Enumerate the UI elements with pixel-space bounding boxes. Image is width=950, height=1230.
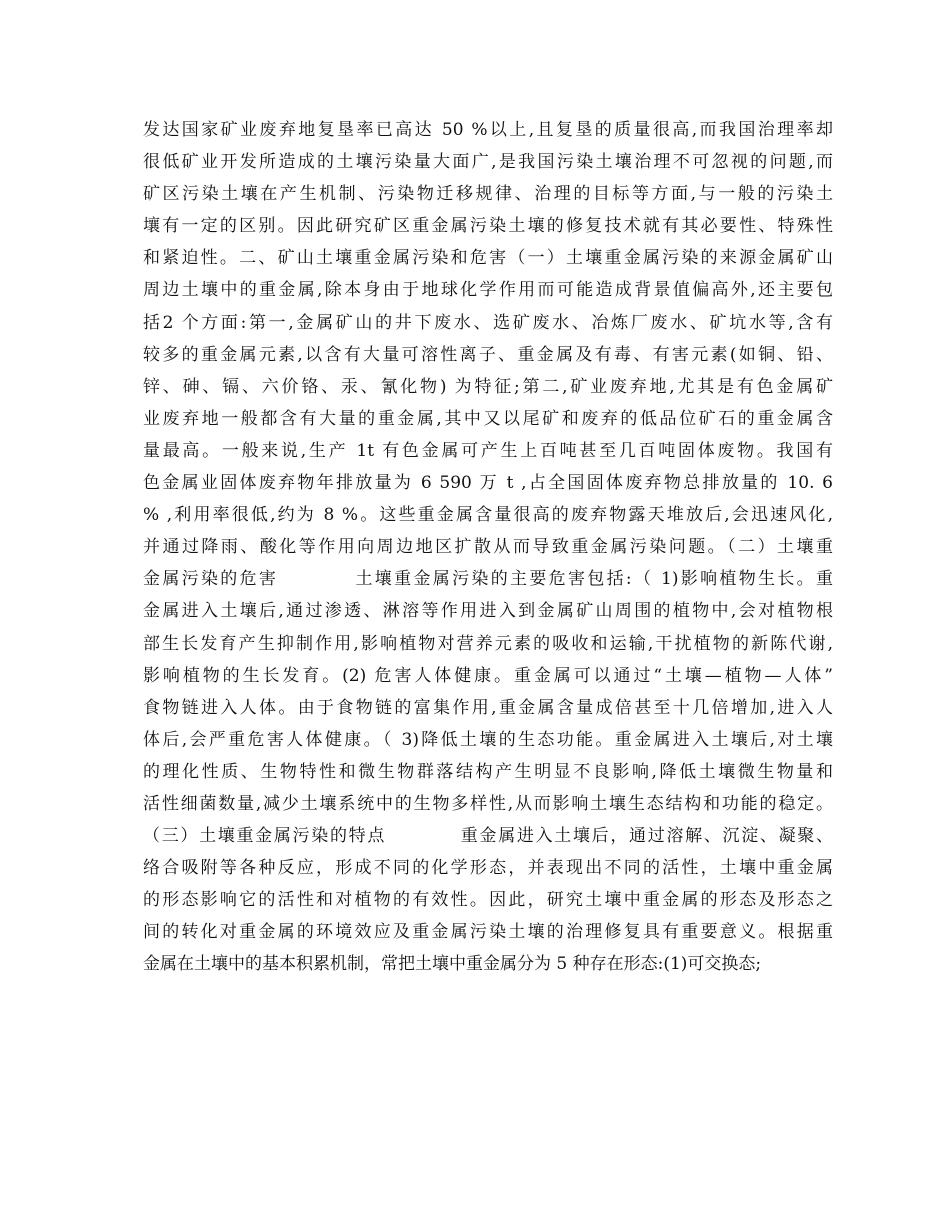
text-line: 矿区污染土壤在产生机制、污染物迁移规律、治理的目标等方面,与一般的污染土 [143, 184, 833, 205]
text-line: 的理化性质、生物特性和微生物群落结构产生明显不良影响,降低土壤微生物量和 [143, 761, 833, 782]
text-line: 金属在土壤中的基本积累机制，常把土壤中重金属分为 5 种存在形态:(1)可交换态; [143, 954, 762, 975]
text-line: 很低矿业开发所造成的土壤污染量大面广,是我国污染土壤治理不可忽视的问题,而 [143, 152, 833, 173]
text-line: 活性细菌数量,减少土壤系统中的生物多样性,从而影响土壤生态结构和功能的稳定。 [143, 793, 833, 814]
text-line: 间的转化对重金属的环境效应及重金属污染土壤的治理修复具有重要意义。根据重 [143, 922, 833, 943]
text-line: 金属污染的危害 土壤重金属污染的主要危害包括:（ 1)影响植物生长。重 [143, 569, 833, 590]
text-line: （三）土壤重金属污染的特点 重金属进入土壤后，通过溶解、沉淀、凝聚、 [143, 826, 833, 847]
text-line: 业废弃地一般都含有大量的重金属,其中又以尾矿和废弃的低品位矿石的重金属含 [143, 408, 833, 429]
text-line: 食物链进入人体。由于食物链的富集作用,重金属含量成倍甚至十几倍增加,进入人 [143, 697, 833, 718]
text-line: 壤有一定的区别。因此研究矿区重金属污染土壤的修复技术就有其必要性、特殊性 [143, 216, 833, 237]
text-line: 发达国家矿业废弃地复垦率已高达 50 %以上,且复垦的质量很高,而我国治理率却 [143, 120, 833, 140]
text-line: 部生长发育产生抑制作用,影响植物对营养元素的吸收和运输,干扰植物的新陈代谢, [143, 633, 833, 654]
text-line: 周边土壤中的重金属,除本身由于地球化学作用而可能造成背景值偏高外,还主要包 [143, 280, 833, 301]
text-line: 络合吸附等各种反应，形成不同的化学形态，并表现出不同的活性，土壤中重金属 [143, 858, 833, 879]
text-line: 影响植物的生长发育。(2) 危害人体健康。重金属可以通过“土壤—植物—人体” [143, 665, 833, 686]
text-line: 括2 个方面:第一,金属矿山的井下废水、选矿废水、冶炼厂废水、矿坑水等,含有 [143, 312, 833, 333]
text-line: 并通过降雨、酸化等作用向周边地区扩散从而导致重金属污染问题。（二）土壤重 [143, 537, 833, 558]
text-line: 量最高。一般来说,生产 1t 有色金属可产生上百吨甚至几百吨固体废物。我国有 [143, 440, 833, 461]
body-text [143, 114, 833, 981]
text-line: 体后,会严重危害人体健康。（ 3)降低土壤的生态功能。重金属进入土壤后,对土壤 [143, 729, 833, 750]
text-line: 锌、砷、镉、六价铬、汞、氰化物) 为特征;第二,矿业废弃地,尤其是有色金属矿 [143, 376, 833, 397]
text-line: 较多的重金属元素,以含有大量可溶性离子、重金属及有毒、有害元素(如铜、铅、 [143, 344, 833, 365]
text-line: 和紧迫性。二、矿山土壤重金属污染和危害（一）土壤重金属污染的来源金属矿山 [143, 248, 833, 269]
text-line: % ,利用率很低,约为 8 %。这些重金属含量很高的废弃物露天堆放后,会迅速风化, [143, 505, 833, 526]
text-line: 的形态影响它的活性和对植物的有效性。因此，研究土壤中重金属的形态及形态之 [143, 890, 833, 911]
text-line: 色金属业固体废弃物年排放量为 6 590 万 t ,占全国固体废弃物总排放量的 10. 6 [143, 473, 833, 494]
text-line: 金属进入土壤后,通过渗透、淋溶等作用进入到金属矿山周围的植物中,会对植物根 [143, 601, 833, 622]
